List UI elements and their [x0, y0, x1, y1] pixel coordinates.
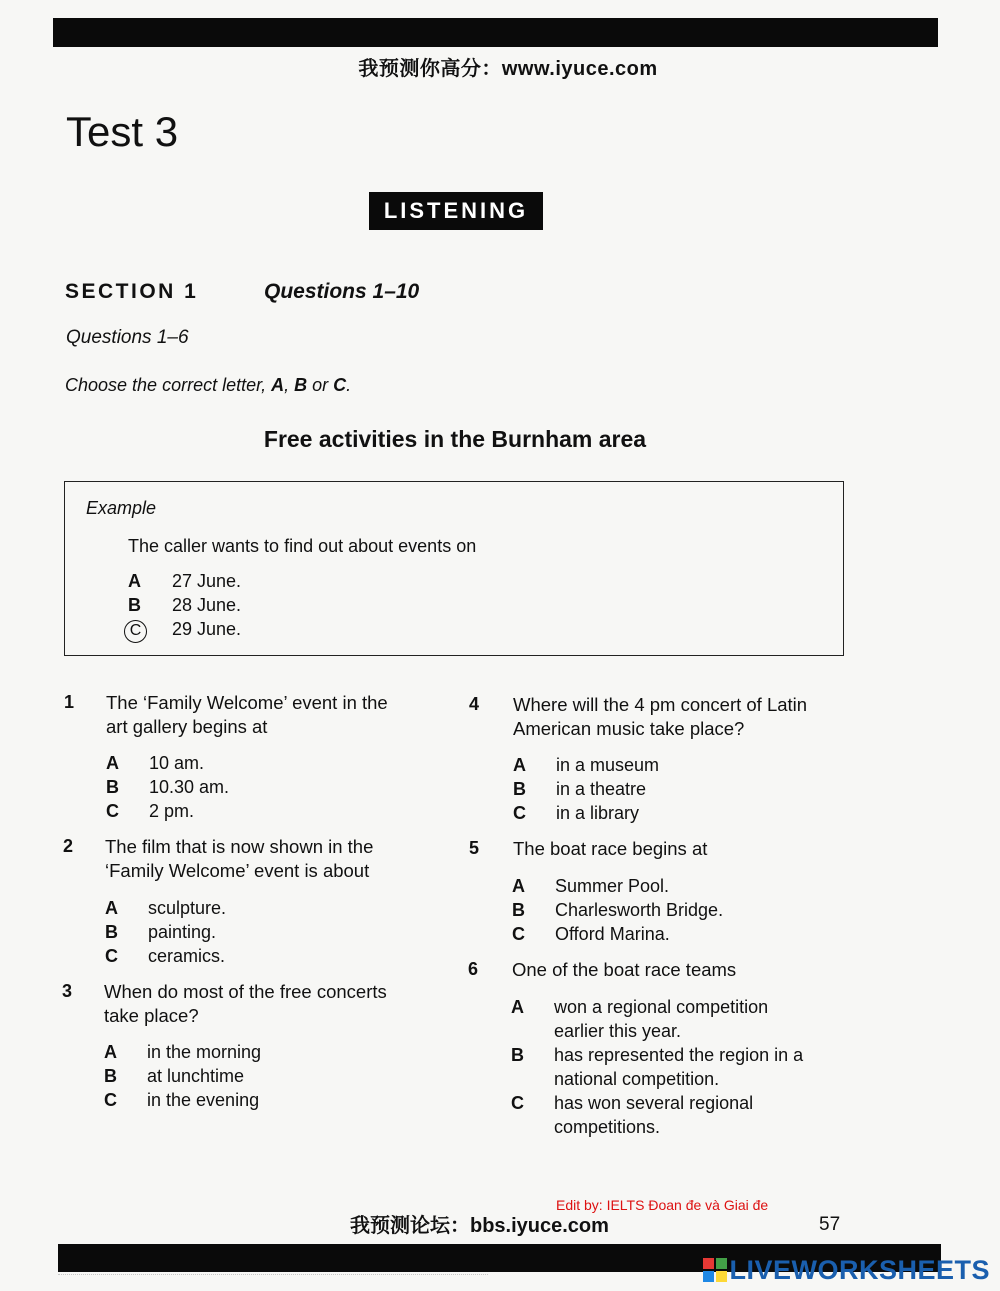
- option-letter: A: [105, 898, 118, 918]
- option-letter: B: [128, 595, 141, 615]
- option-text: 27 June.: [172, 571, 242, 591]
- question-stem-line: take place?: [104, 1005, 199, 1026]
- option-letter: B: [512, 900, 525, 920]
- option-text: Charlesworth Bridge.: [555, 900, 724, 920]
- option-text: 10.30 am.: [149, 777, 230, 797]
- option-text: 10 am.: [149, 753, 205, 773]
- question-number: 3: [62, 981, 73, 1001]
- section-label: SECTION 1: [65, 280, 199, 303]
- option-letter: B: [106, 777, 119, 797]
- option-text: in the evening: [147, 1090, 260, 1110]
- instruction-letter-a: A: [271, 375, 285, 395]
- listening-label: LISTENING: [369, 192, 543, 230]
- question-3-stem: [104, 980, 387, 1028]
- question-number: 2: [63, 836, 74, 856]
- option-letter: [128, 617, 147, 643]
- option-letter: A: [511, 997, 524, 1017]
- activities-heading: Free activities in the Burnham area: [263, 426, 647, 452]
- option-text: Summer Pool.: [555, 876, 670, 896]
- option-text: 28 June.: [172, 595, 242, 615]
- option-text-line: national competition.: [554, 1069, 720, 1089]
- option-letter: B: [105, 922, 118, 942]
- page-number: 57: [819, 1214, 841, 1235]
- question-stem-line: The film that is now shown in the: [105, 836, 374, 857]
- instruction: [65, 375, 351, 396]
- example-label: Example: [86, 498, 157, 518]
- option-letter: A: [106, 753, 119, 773]
- option-text: painting.: [148, 922, 217, 942]
- header-watermark: 我预测你高分：www.iyuce.com: [358, 58, 658, 80]
- example-box: [64, 481, 844, 656]
- option-letter: C: [511, 1093, 524, 1113]
- question-stem-line: American music take place?: [513, 718, 745, 739]
- question-stem-line: One of the boat race teams: [512, 959, 737, 980]
- question-stem-line: The ‘Family Welcome’ event in the: [106, 692, 388, 713]
- option-letter: A: [104, 1042, 117, 1062]
- option-letter: C: [513, 803, 526, 823]
- footer-watermark: 我预测论坛：bbs.iyuce.com: [350, 1215, 609, 1237]
- question-1-stem: [106, 691, 388, 739]
- option-text: 2 pm.: [149, 801, 195, 821]
- scan-artifact: [58, 1274, 488, 1281]
- question-number: 6: [468, 959, 479, 979]
- option-letter: C: [106, 801, 119, 821]
- question-stem-line: When do most of the free concerts: [104, 981, 387, 1002]
- instruction-sep2: or: [307, 375, 334, 395]
- brand-name: LIVEWORKSHEETS: [729, 1255, 990, 1285]
- sub-questions-range: Questions 1–6: [66, 327, 189, 348]
- option-text: in the morning: [147, 1042, 262, 1062]
- question-stem-line: Where will the 4 pm concert of Latin: [513, 694, 808, 715]
- section-questions-range: Questions 1–10: [264, 280, 420, 303]
- option-letter: A: [512, 876, 525, 896]
- logo-square: [716, 1258, 727, 1269]
- question-2-stem: [105, 835, 373, 883]
- example-stem: The caller wants to find out about events on: [128, 536, 477, 556]
- option-letter: A: [513, 755, 526, 775]
- option-text-line: has won several regional: [554, 1093, 754, 1113]
- instruction-prefix: Choose the correct letter,: [65, 375, 272, 395]
- question-4-stem: [513, 693, 807, 741]
- option-text: in a theatre: [556, 779, 647, 799]
- option-letter: A: [128, 571, 141, 591]
- instruction-suffix: .: [346, 375, 352, 395]
- edit-credit: Edit by: IELTS Đoan đe và Giai đe: [556, 1197, 769, 1213]
- question-5-stem: [513, 837, 707, 861]
- test-title: Test 3: [66, 108, 179, 155]
- question-number: 5: [469, 838, 480, 858]
- option-text: ceramics.: [148, 946, 226, 966]
- option-text: Offord Marina.: [555, 924, 670, 944]
- option-letter: B: [104, 1066, 117, 1086]
- question-stem-line: The boat race begins at: [513, 838, 708, 859]
- question-6-stem: [512, 958, 736, 982]
- logo-square: [716, 1271, 727, 1282]
- option-text: 29 June.: [172, 619, 242, 639]
- option-text-line: competitions.: [554, 1117, 661, 1137]
- option-text: at lunchtime: [147, 1066, 245, 1086]
- option-text-line: earlier this year.: [554, 1021, 682, 1041]
- option-letter: B: [511, 1045, 524, 1065]
- option-text-line: won a regional competition: [554, 997, 769, 1017]
- liveworksheets-logo-icon: [703, 1258, 727, 1282]
- option-text-line: has represented the region in a: [554, 1045, 804, 1065]
- instruction-letter-c: C: [333, 375, 347, 395]
- option-letter: B: [513, 779, 526, 799]
- option-letter: C: [512, 924, 525, 944]
- option-letter: C: [104, 1090, 117, 1110]
- instruction-letter-b: B: [294, 375, 308, 395]
- circled-answer-letter: C: [124, 620, 147, 643]
- question-stem-line: art gallery begins at: [106, 716, 268, 737]
- question-stem-line: ‘Family Welcome’ event is about: [105, 860, 370, 881]
- instruction-sep1: ,: [284, 375, 295, 395]
- logo-square: [703, 1258, 714, 1269]
- option-letter: C: [105, 946, 118, 966]
- liveworksheets-brand[interactable]: [703, 1255, 990, 1286]
- option-text: in a museum: [556, 755, 660, 775]
- top-black-bar: [53, 18, 938, 47]
- question-number: 4: [469, 694, 480, 714]
- option-text: sculpture.: [148, 898, 227, 918]
- option-text: in a library: [556, 803, 640, 823]
- question-number: 1: [64, 692, 75, 712]
- logo-square: [703, 1271, 714, 1282]
